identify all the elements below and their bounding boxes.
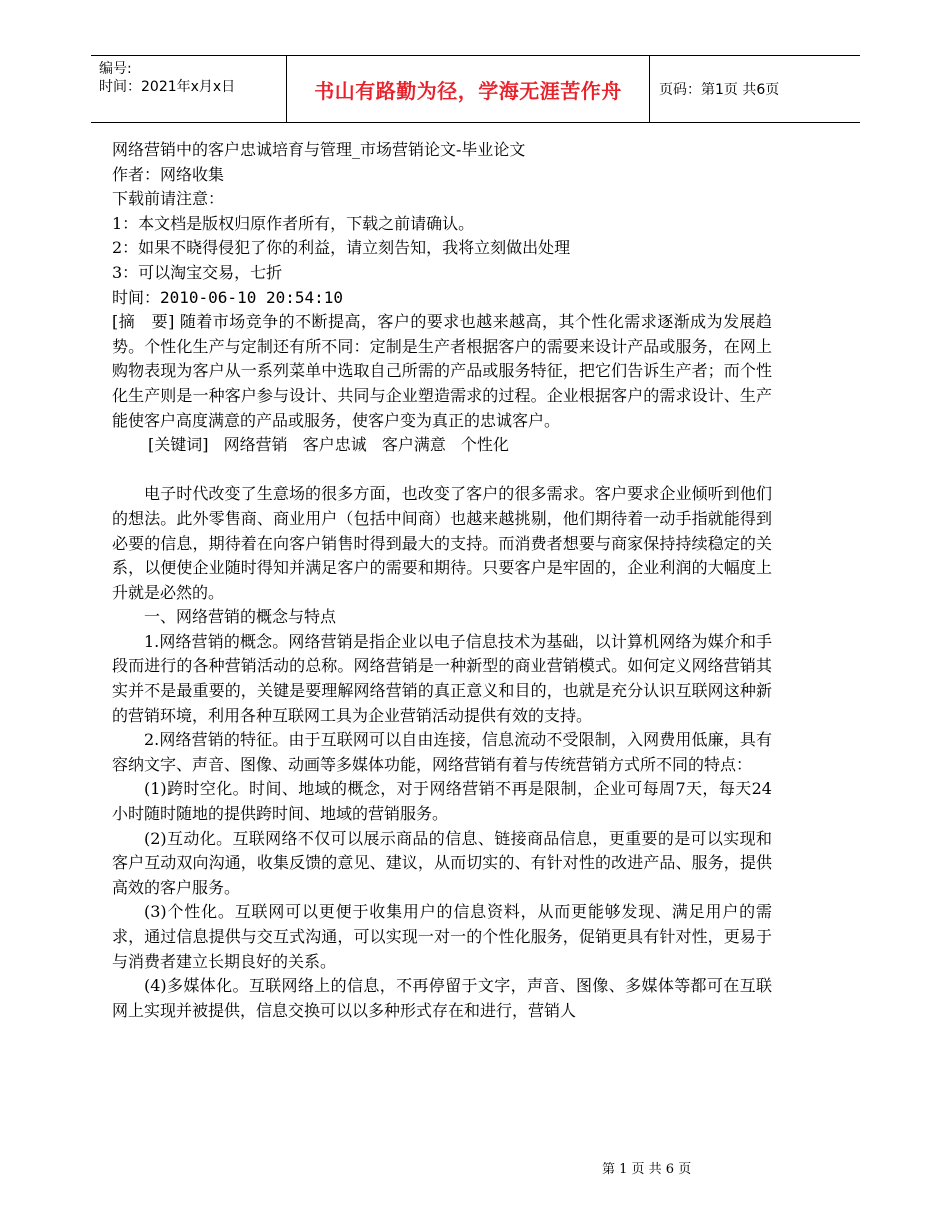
keyword-item: 个性化 — [460, 435, 509, 455]
header-time-label: 时间：2021年x月x日 — [99, 79, 236, 95]
document-body — [112, 138, 772, 1023]
header-motto: 书山有路勤为径，学海无涯苦作舟 — [314, 78, 622, 103]
abstract-paragraph: [摘 要] 随着市场竞争的不断提高，客户的要求也越来越高，其个性化需求逐渐成为发展趋势。个性化生产与定制还有所不同：定制是生产者根据客户的需要来设计产品或服务，在网上购物表现为客户从一系列菜单中选取自己所需的产品或服务特征，把它们告诉生产者；而个性化生产则是一种客户参与设计、共同与企业塑造需求的过程。企业根据客户的需求设计、生产能使客户高度满意的产品或服务，使客户变为真正的忠诚客户。 — [112, 312, 772, 430]
header-meta — [91, 56, 286, 122]
document-author: 作者：网络收集 — [112, 164, 225, 184]
section-heading-1: 一、网络营销的概念与特点 — [144, 607, 337, 627]
keywords-label: [关键词] — [148, 435, 209, 455]
notice-item-3: 3：可以淘宝交易，七折 — [112, 262, 283, 282]
keywords-line — [112, 433, 772, 458]
body-paragraph-5: (3)个性化。互联网可以更便于收集用户的信息资料，从而更能够发现、满足用户的需求，通过信息提供与交互式沟通，可以实现一对一的个性化服务，促销更具有针对性，更易于与消费者建立长期良好的关系。 — [112, 902, 772, 971]
header-page-label: 页码：第1页 共6页 — [659, 82, 780, 98]
notice-item-2: 2：如果不晓得侵犯了你的利益，请立刻告知，我将立刻做出处理 — [112, 238, 571, 258]
body-paragraph-1: 1.网络营销的概念。网络营销是指企业以电子信息技术为基础，以计算机网络为媒介和手段而进行的各种营销活动的总称。网络营销是一种新型的商业营销模式。如何定义网络营销其实并不是最重要的，关键是要理解网络营销的真正意义和目的，也就是充分认识互联网这种新的营销环境，利用各种互联网工具为企业营销活动提供有效的支持。 — [112, 631, 772, 725]
page-footer: 第 1 页 共 6 页 — [602, 1162, 692, 1177]
body-paragraph-3: (1)跨时空化。时间、地域的概念，对于网络营销不再是限制，企业可每周7天，每天24小时随时随地的提供跨时间、地域的营销服务。 — [112, 779, 772, 824]
header-motto-cell — [286, 56, 650, 122]
document-title: 网络营销中的客户忠诚培育与管理_市场营销论文-毕业论文 — [112, 140, 526, 159]
notice-heading: 下载前请注意： — [112, 189, 225, 209]
keyword-item: 客户满意 — [381, 435, 446, 455]
notice-item-1: 1：本文档是版权归原作者所有，下载之前请确认。 — [112, 213, 475, 233]
document-time: 时间：2010-06-10 20:54:10 — [112, 287, 344, 307]
body-paragraph-4: (2)互动化。互联网络不仅可以展示商品的信息、链接商品信息，更重要的是可以实现和客户互动双向沟通，收集反馈的意见、建议，从而切实的、有针对性的改进产品、服务，提供高效的客户服务。 — [112, 828, 772, 897]
keyword-item: 客户忠诚 — [302, 435, 367, 455]
intro-paragraph: 电子时代改变了生意场的很多方面，也改变了客户的很多需求。客户要求企业倾听到他们的想法。此外零售商、商业用户（包括中间商）也越来越挑剔，他们期待着一动手指就能得到必要的信息，期待着在向客户销售时得到最大的支持。而消费者想要与商家保持持续稳定的关系，以便使企业随时得知并满足客户的需要和期待。只要客户是牢固的，企业利润的大幅度上升就是必然的。 — [112, 484, 772, 602]
header-page-cell — [649, 56, 860, 122]
page-header — [91, 55, 860, 123]
blank-line — [112, 458, 772, 483]
body-paragraph-6: (4)多媒体化。互联网络上的信息，不再停留于文字，声音、图像、多媒体等都可在互联网上实现并被提供，信息交换可以以多种形式存在和进行，营销人 — [112, 976, 772, 1020]
body-paragraph-2: 2.网络营销的特征。由于互联网可以自由连接，信息流动不受限制，入网费用低廉，具有容纳文字、声音、图像、动画等多媒体功能，网络营销有着与传统营销方式所不同的特点： — [112, 730, 772, 774]
header-number-label: 编号: — [99, 61, 132, 77]
keyword-item: 网络营销 — [223, 435, 288, 455]
